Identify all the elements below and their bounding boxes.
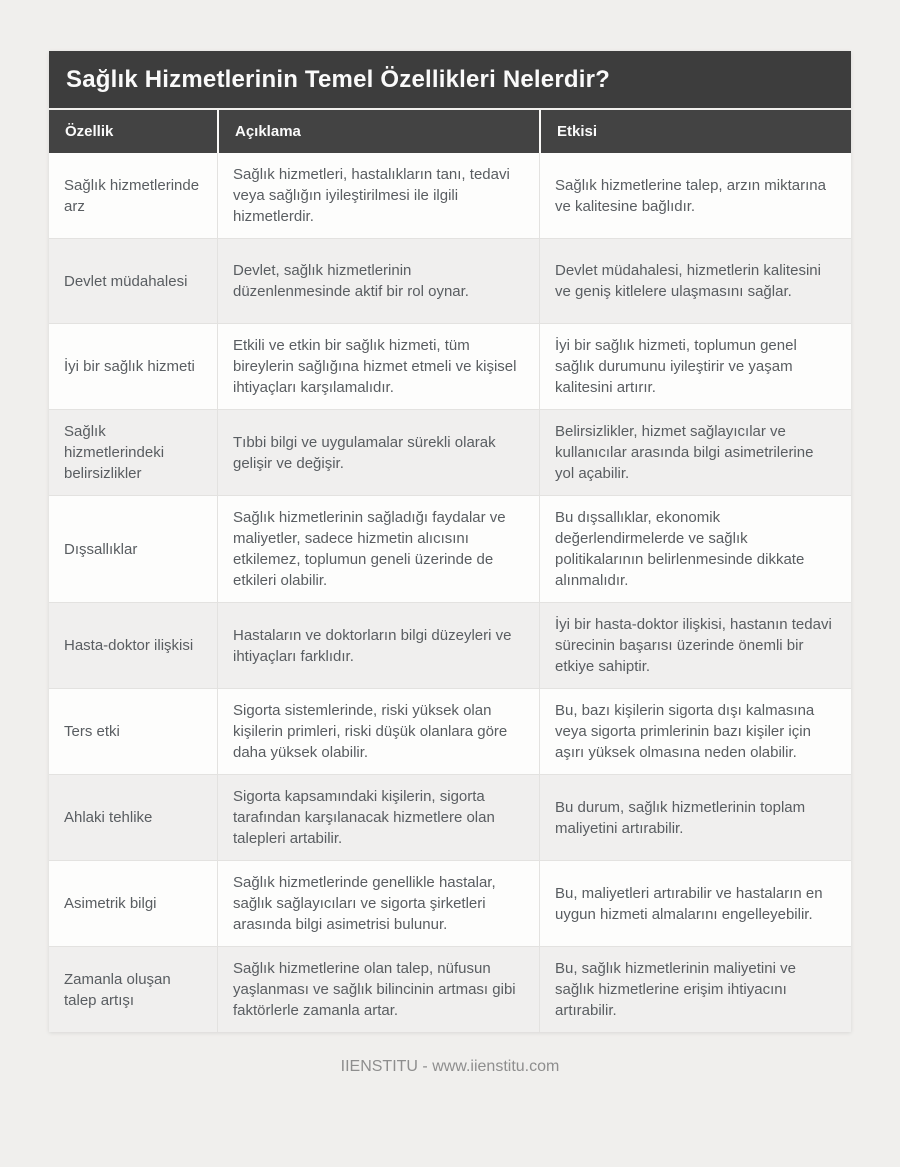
page-title: Sağlık Hizmetlerinin Temel Özellikleri Nelerdir? <box>49 51 851 108</box>
table-row <box>49 323 851 409</box>
feature-cell: Ahlaki tehlike <box>49 774 217 860</box>
feature-cell: Ters etki <box>49 688 217 774</box>
feature-cell: Zamanla oluşan talep artışı <box>49 946 217 1032</box>
feature-cell: Devlet müdahalesi <box>49 238 217 323</box>
effect-cell: Bu, bazı kişilerin sigorta dışı kalmasına veya sigorta primlerinin bazı kişiler için aşırı yüksek olmasına neden olabilir. <box>539 688 851 774</box>
feature-cell: İyi bir sağlık hizmeti <box>49 323 217 409</box>
description-cell: Etkili ve etkin bir sağlık hizmeti, tüm bireylerin sağlığına hizmet etmeli ve kişisel ihtiyaçları karşılamalıdır. <box>217 323 539 409</box>
feature-cell: Asimetrik bilgi <box>49 860 217 946</box>
effect-cell: Bu dışsallıklar, ekonomik değerlendirmelerde ve sağlık politikalarının belirlenmesinde dikkate alınmalıdır. <box>539 495 851 602</box>
table-row <box>49 495 851 602</box>
effect-cell: Sağlık hizmetlerine talep, arzın miktarına ve kalitesine bağlıdır. <box>539 153 851 238</box>
table-row <box>49 774 851 860</box>
feature-cell: Dışsallıklar <box>49 495 217 602</box>
effect-cell: Bu durum, sağlık hizmetlerinin toplam maliyetini artırabilir. <box>539 774 851 860</box>
description-cell: Sağlık hizmetleri, hastalıkların tanı, tedavi veya sağlığın iyileştirilmesi ile ilgili hizmetlerdir. <box>217 153 539 238</box>
description-cell: Devlet, sağlık hizmetlerinin düzenlenmesinde aktif bir rol oynar. <box>217 238 539 323</box>
table-row <box>49 602 851 688</box>
description-cell: Sigorta kapsamındaki kişilerin, sigorta tarafından karşılanacak hizmetlere olan talepleri artabilir. <box>217 774 539 860</box>
health-services-table-card <box>49 51 851 1032</box>
column-header-aciklama: Açıklama <box>217 110 539 153</box>
table-row <box>49 688 851 774</box>
effect-cell: Belirsizlikler, hizmet sağlayıcılar ve kullanıcılar arasında bilgi asimetrilerine yol açabilir. <box>539 409 851 495</box>
table-header-row <box>49 110 851 153</box>
table-row <box>49 860 851 946</box>
features-table <box>49 110 851 1032</box>
effect-cell: İyi bir hasta-doktor ilişkisi, hastanın tedavi sürecinin başarısı üzerinde önemli bir etkiye sahiptir. <box>539 602 851 688</box>
table-row <box>49 238 851 323</box>
effect-cell: Bu, maliyetleri artırabilir ve hastaların en uygun hizmeti almalarını engelleyebilir. <box>539 860 851 946</box>
table-row <box>49 409 851 495</box>
table-row <box>49 946 851 1032</box>
description-cell: Sağlık hizmetlerine olan talep, nüfusun yaşlanması ve sağlık bilincinin artması gibi faktörlerle zamanla artar. <box>217 946 539 1032</box>
table-row <box>49 153 851 238</box>
footer-credit: IIENSTITU - www.iienstitu.com <box>340 1058 560 1075</box>
description-cell: Sigorta sistemlerinde, riski yüksek olan kişilerin primleri, riski düşük olanlara göre daha yüksek olabilir. <box>217 688 539 774</box>
description-cell: Hastaların ve doktorların bilgi düzeyleri ve ihtiyaçları farklıdır. <box>217 602 539 688</box>
description-cell: Sağlık hizmetlerinin sağladığı faydalar ve maliyetler, sadece hizmetin alıcısını etkilemez, toplumun geneli üzerinde de etkileri olabilir. <box>217 495 539 602</box>
feature-cell: Sağlık hizmetlerinde arz <box>49 153 217 238</box>
column-header-ozellik: Özellik <box>49 110 217 153</box>
description-cell: Sağlık hizmetlerinde genellikle hastalar, sağlık sağlayıcıları ve sigorta şirketleri arasında bilgi asimetrisi bulunur. <box>217 860 539 946</box>
effect-cell: Devlet müdahalesi, hizmetlerin kalitesini ve geniş kitlelere ulaşmasını sağlar. <box>539 238 851 323</box>
effect-cell: İyi bir sağlık hizmeti, toplumun genel sağlık durumunu iyileştirir ve yaşam kalitesini artırır. <box>539 323 851 409</box>
effect-cell: Bu, sağlık hizmetlerinin maliyetini ve sağlık hizmetlerine erişim ihtiyacını artırabilir. <box>539 946 851 1032</box>
feature-cell: Sağlık hizmetlerindeki belirsizlikler <box>49 409 217 495</box>
column-header-etkisi: Etkisi <box>539 110 851 153</box>
feature-cell: Hasta-doktor ilişkisi <box>49 602 217 688</box>
description-cell: Tıbbi bilgi ve uygulamalar sürekli olarak gelişir ve değişir. <box>217 409 539 495</box>
